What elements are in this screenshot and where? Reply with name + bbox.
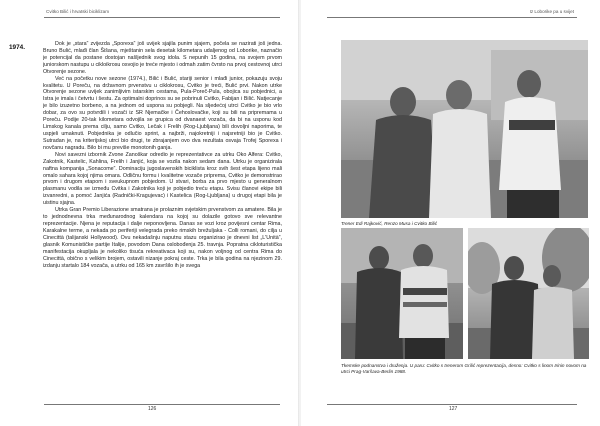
running-header-left: Cvitko Bilić i hrvatski biciklizam [46,9,110,14]
body-text [43,41,282,401]
paragraph: Već na početku nove sezone (1974.), Bilić i Bulić, stariji senior i mlađi junior, pokazuju svoju kvalitetu. U Poreču, na državnom prvenstvu u ciklokrosu, Cvitko je treći, Bulić prvi. Nakon utrke Otvorenje sezone uvijek zanimljivim istarskim cestama, Pula-Poreč-Pula, obojica su pobjednici, a Istra je imala i četvrtu i šestu. Za optimalni doprinos su se pobrinuli Cvitko, Fabijan i Bilić. Natjecanje je bilo izuzetno borbeno, a na jednom od uspona su pobjegli. Na sljedećoj utrci Cvitko je bio vrlo dobar, za ovo su potvrdili i vozači iz SR Njemačke i Čehoslovačke, koji su bili na pripremama u Poreču. Podije 20-tak kilometara odvojila se grupica od dvanaest vozača, da bi na usponu kod Limskog kanala prema cilju, samo Cvitko, Lečak i Frelih (Rog-Ljubljana) bili dovoljni naporima, te uspjeli umaknuti. Pobjednika je odlučio sprint, a najbrži, najokretniji i najsretniji bio je Cvitko. Sutradan je, na kriterijskoj utrci bio drugi, te zbrajanjem ovo dva rezultata osvaja Trofej Sporexa i novčanu nagradu. Bilo bi mu previše monotonih ganja. [43,75,282,151]
photo-trainers-and-cyclist [341,40,588,218]
footer-rule-left [44,404,280,405]
footer-rule-right [327,404,577,405]
paragraph: Novi savezni izbornik Zvone Zanoškar odredio je reprezentativce za utrku Oko Alfera: Cvitko, Zakotnik, Kastelic, Kahlina, Frelih i Janjić, koja se vozila nakon sedam dana. Utrku je organizirala naftna kompanija „Sonacome“. Dominaciju jugoslavenskih biciklista kroz svih šest etapa lijeno mali omalo sahara kojoj njima omara. Odličnu formu i kvalitetne vozače priprema, Cvitko je demonstrirao prvom i drugom etapom i sveukupnom pobjedom. U stvari, borba za prvo mjesto u generalnom plasmanu vodila se između Cvitka i Zakotnika koji je pobjedio treću etapu. Svisu članovi ekipe bili izvanredni, a pomoć Janjića (Radnički-Kragujevac) i Kastelica (Rog-Ljubljana) u drugoj etapi bila je uistinu sjajna. [43,151,282,207]
header-rule-left [44,17,280,18]
photo-cyclist-with-trainer [341,228,463,359]
photo-caption: Tkemske podnanstva i druženja. U paru: Cvitko s trenerom Grilić reprezentacija, desno: Cvitko s linom Irinin novom na utrci Prag-Varšava-Berlin 1988. [341,363,587,374]
running-header-right: Iz Loborike pa u svijet [529,9,574,14]
photo-cyclist-with-trainer-image [341,228,463,359]
paragraph: Dok je „stara“ zvijezda „Sporexa“ još uvijek sjajila punim sjajem, počela se nazirati još jedna. Bruno Bulić, mlađi član Šišana, mještanin sela desetak kilometara udaljenog od Loborike, naznačio je potencijal da postane dostojan našljednik svog idola. S nepunih 15 godina, na svojem prvom juniorskom nastupu u cikloikrosu osvojio je treće mjesto i odmah zatim čvrsto na prvoj cestovnoj utrci Otvorenje sezone. [43,41,282,75]
photo-trainers-and-cyclist-image [341,40,588,218]
year-marker: 1974. [9,44,25,51]
right-page [301,0,600,426]
photo-cyclist-outdoors-image [468,228,589,359]
photo-caption: Trener Edi Rajković, Renzo Musa i Cvitko Bilić [341,221,438,226]
paragraph: Utrka Gran Premio Liberazione smatrana je prolaznim svjetskim prvenstvom za amatere. Bila je to jednodnevna trka međunarodnog kalendara na kojoj su dolazile gotovo sve relevantne reprezentacije. Njena je reputacija i dalje neponovljena. Danas se vozi kroz povijesni centar Rima, Karakalne terme, a nekada po periferiji velegrada preko rimskih brežuljaka - Colli romani, do cilja u Cinecittà (talijanski Hollywood). Ovu nekadašnju naputnu stazu organizirao je dnevni list „L'Unità“, glasnik Komunističke partije Italije, povodom Dana oslobođenja 25. travnja. Popratna cikloturistička manifestacija okupljala je nekoliko tisuća rekreativaca koji su, nakon voljnog od centra Rima do Cinecittà, obično s velikim brojem, ostavili nizanje pokraj ceste. Trka je bila godina na njezinom 29. izdanju startalo 184 vozača, a utrku od 165 km završilo ih je svega [43,207,282,269]
header-rule-right [327,17,577,18]
page-number-left: 126 [145,406,159,412]
photo-cyclist-outdoors [468,228,589,359]
page-number-right: 127 [446,406,460,412]
left-page [0,0,299,426]
